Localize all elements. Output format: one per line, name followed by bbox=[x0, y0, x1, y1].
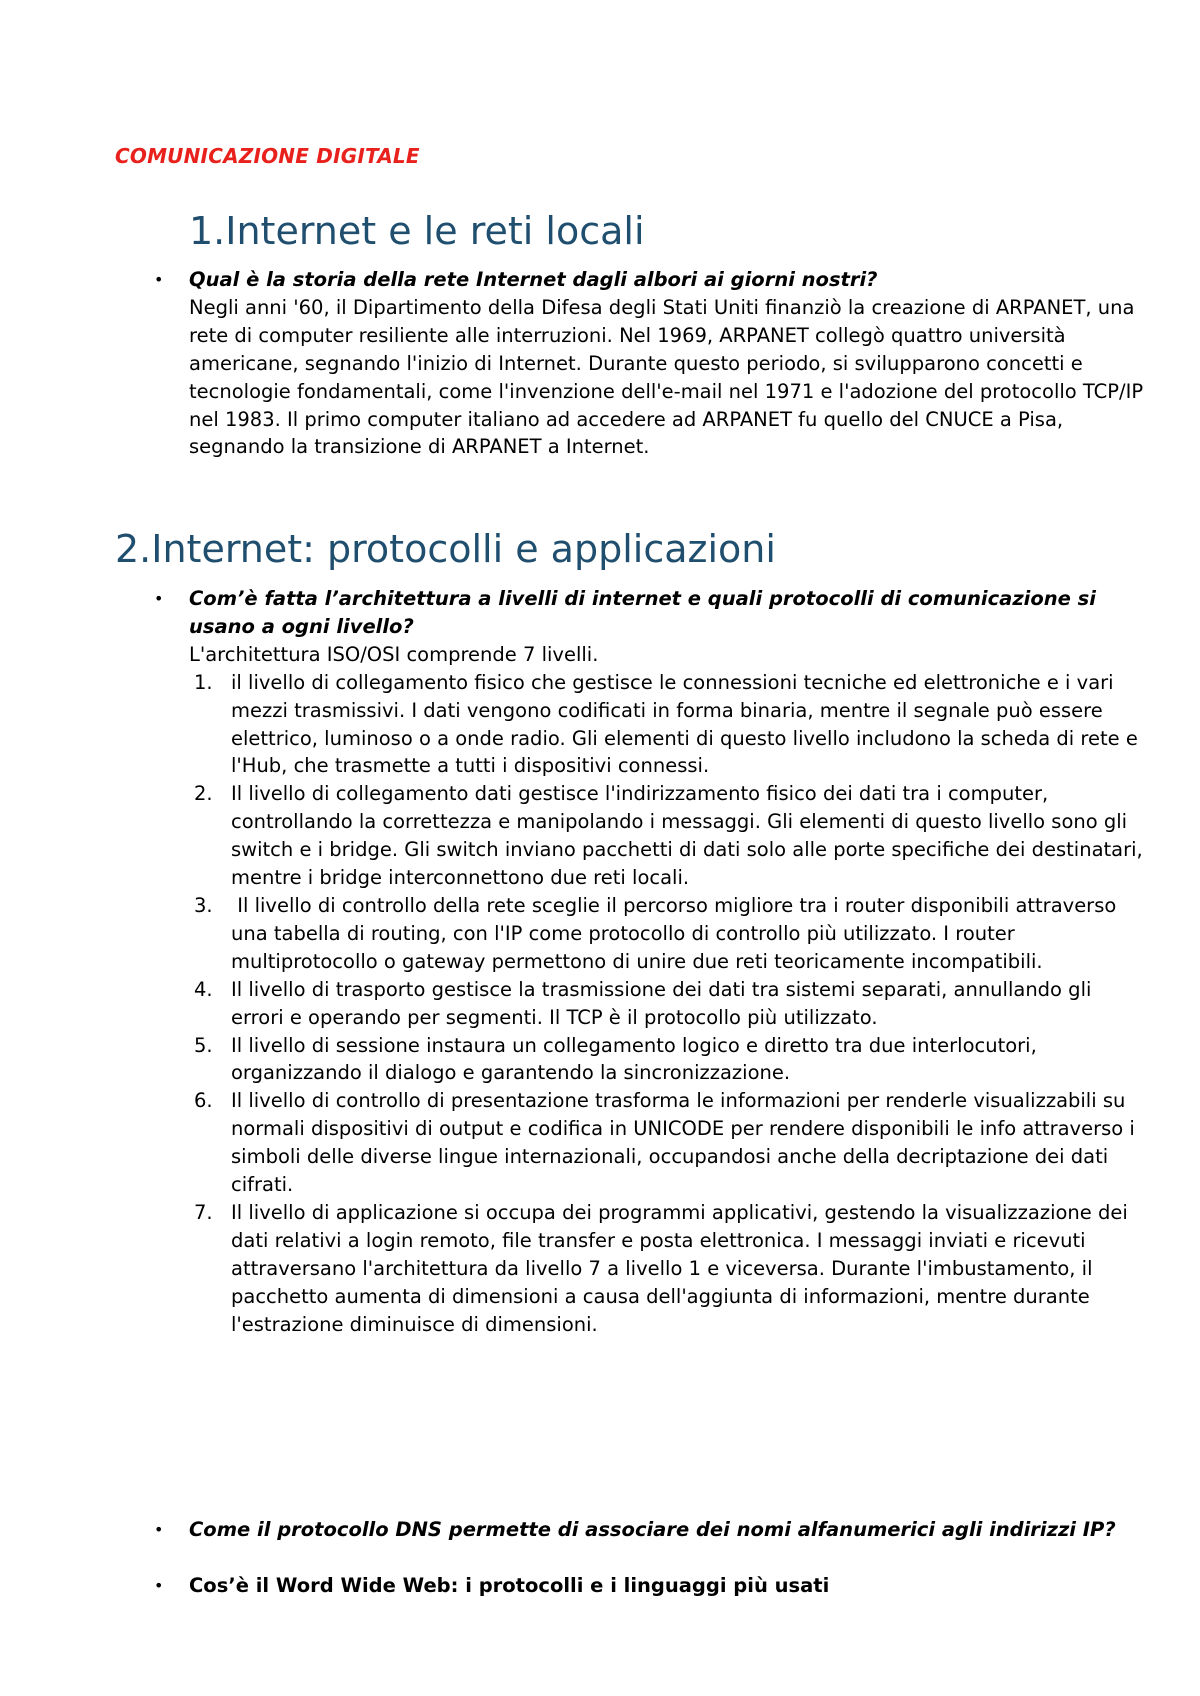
list-number: 6. bbox=[194, 1089, 213, 1113]
bullet-dot-icon: • bbox=[154, 589, 164, 608]
bullet-www bbox=[150, 1572, 1150, 1600]
list-item-text: Il livello di sessione instaura un collegamento logico e diretto tra due interlocutori, organizzando il dialogo e garantendo la sincronizzazione. bbox=[231, 1033, 1037, 1085]
answer-storia-internet: Negli anni '60, il Dipartimento della Difesa degli Stati Uniti finanziò la creazione di ARPANET, una rete di computer resiliente alle interruzioni. Nel 1969, ARPANET collegò quattro università americane, segnando l'inizio di Internet. Durante questo periodo, si svilupparono concetti e tecnologie fondamentali, come l'invenzione dell'e-mail nel 1971 e l'adozione del protocollo TCP/IP nel 1983. Il primo computer italiano ad accedere ad ARPANET fu quello del CNUCE a Pisa, segnando la transizione di ARPANET a Internet. bbox=[189, 295, 1144, 459]
list-item-text: Il livello di collegamento dati gestisce l'indirizzamento fisico dei dati tra i computer, controllando la correttezza e manipolando i messaggi. Gli elementi di questo livello sono gli switch e i bridge. Gli switch inviano pacchetti di dati solo alle porte specifiche dei destinatari, mentre i bridge interconnettono due reti locali. bbox=[231, 782, 1143, 890]
list-item-text: Il livello di trasporto gestisce la trasmissione dei dati tra sistemi separati, annullando gli errori e operando per segmenti. Il TCP è il protocollo più utilizzato. bbox=[231, 977, 1092, 1029]
bullet-dot-icon: • bbox=[154, 270, 164, 289]
list-item-level-7 bbox=[150, 1199, 1150, 1339]
bullet-dot-icon: • bbox=[154, 1576, 164, 1595]
section-heading-internet-reti-locali: 1.Internet e le reti locali bbox=[189, 209, 645, 253]
list-item-level-4 bbox=[150, 976, 1150, 1032]
question-storia-internet: Qual è la storia della rete Internet dagli albori ai giorni nostri? bbox=[189, 268, 878, 291]
bullet-storia-internet bbox=[150, 266, 1150, 461]
list-number: 2. bbox=[194, 782, 213, 806]
question-www: Cos’è il Word Wide Web: i protocolli e i linguaggi più usati bbox=[189, 1574, 830, 1597]
list-item-text: Il livello di applicazione si occupa dei programmi applicativi, gestendo la visualizzazione dei dati relativi a login remoto, file transfer e posta elettronica. I messaggi inviati e ricevuti attraversano l'architettura da livello 7 a livello 1 e viceversa. Durante l'imbustamento, il pacchetto aumenta di dimensioni a causa dell'aggiunta di informazioni, mentre durante l'estrazione diminuisce di dimensioni. bbox=[231, 1200, 1128, 1336]
list-item-level-1 bbox=[150, 669, 1150, 781]
bullet-row bbox=[150, 1516, 1150, 1544]
list-item-text: Il livello di controllo di presentazione trasforma le informazioni per renderle visualizzabili su normali dispositivi di output e codifica in UNICODE per rendere disponibili le info attraverso i simboli delle diverse lingue internazionali, occupandosi anche della decriptazione dei dati cifrati. bbox=[231, 1089, 1135, 1197]
bullet-dns bbox=[150, 1516, 1150, 1544]
question-architettura-livelli: Com’è fatta l’architettura a livelli di internet e quali protocolli di comunicazione si usano a ogni livello? bbox=[189, 587, 1096, 638]
bullet-row bbox=[150, 266, 1150, 461]
list-item-level-5 bbox=[150, 1032, 1150, 1088]
list-item-level-2 bbox=[150, 780, 1150, 892]
list-number: 3. bbox=[194, 893, 213, 917]
document-title: COMUNICAZIONE DIGITALE bbox=[115, 144, 420, 168]
bullet-dot-icon: • bbox=[154, 1520, 164, 1539]
list-item-text: il livello di collegamento fisico che gestisce le connessioni tecniche ed elettroniche e i vari mezzi trasmissivi. I dati vengono codificati in forma binaria, mentre il segnale può essere elettrico, luminoso o a onde radio. Gli elementi di questo livello includono la scheda di rete e l'Hub, che trasmette a tutti i dispositivi connessi. bbox=[231, 670, 1138, 778]
list-item-level-3 bbox=[150, 892, 1150, 976]
osi-levels-list bbox=[150, 669, 1150, 1339]
list-number: 1. bbox=[194, 670, 213, 694]
list-number: 7. bbox=[194, 1200, 213, 1224]
list-number: 4. bbox=[194, 977, 213, 1001]
intro-iso-osi: L'architettura ISO/OSI comprende 7 livelli. bbox=[189, 642, 599, 666]
list-number: 5. bbox=[194, 1033, 213, 1057]
bullet-row bbox=[150, 585, 1150, 669]
list-item-text: Il livello di controllo della rete sceglie il percorso migliore tra i router disponibili attraverso una tabella di routing, con l'IP come protocollo di controllo più utilizzato. I router multiprotocollo o gateway permettono di unire due reti teoricamente incompatibili. bbox=[231, 893, 1123, 973]
question-dns: Come il protocollo DNS permette di associare dei nomi alfanumerici agli indirizzi IP? bbox=[189, 1518, 1116, 1541]
bullet-architettura-livelli bbox=[150, 585, 1150, 1338]
bullet-row bbox=[150, 1572, 1150, 1600]
section-heading-protocolli-applicazioni: 2.Internet: protocolli e applicazioni bbox=[115, 527, 776, 571]
list-item-level-6 bbox=[150, 1087, 1150, 1199]
